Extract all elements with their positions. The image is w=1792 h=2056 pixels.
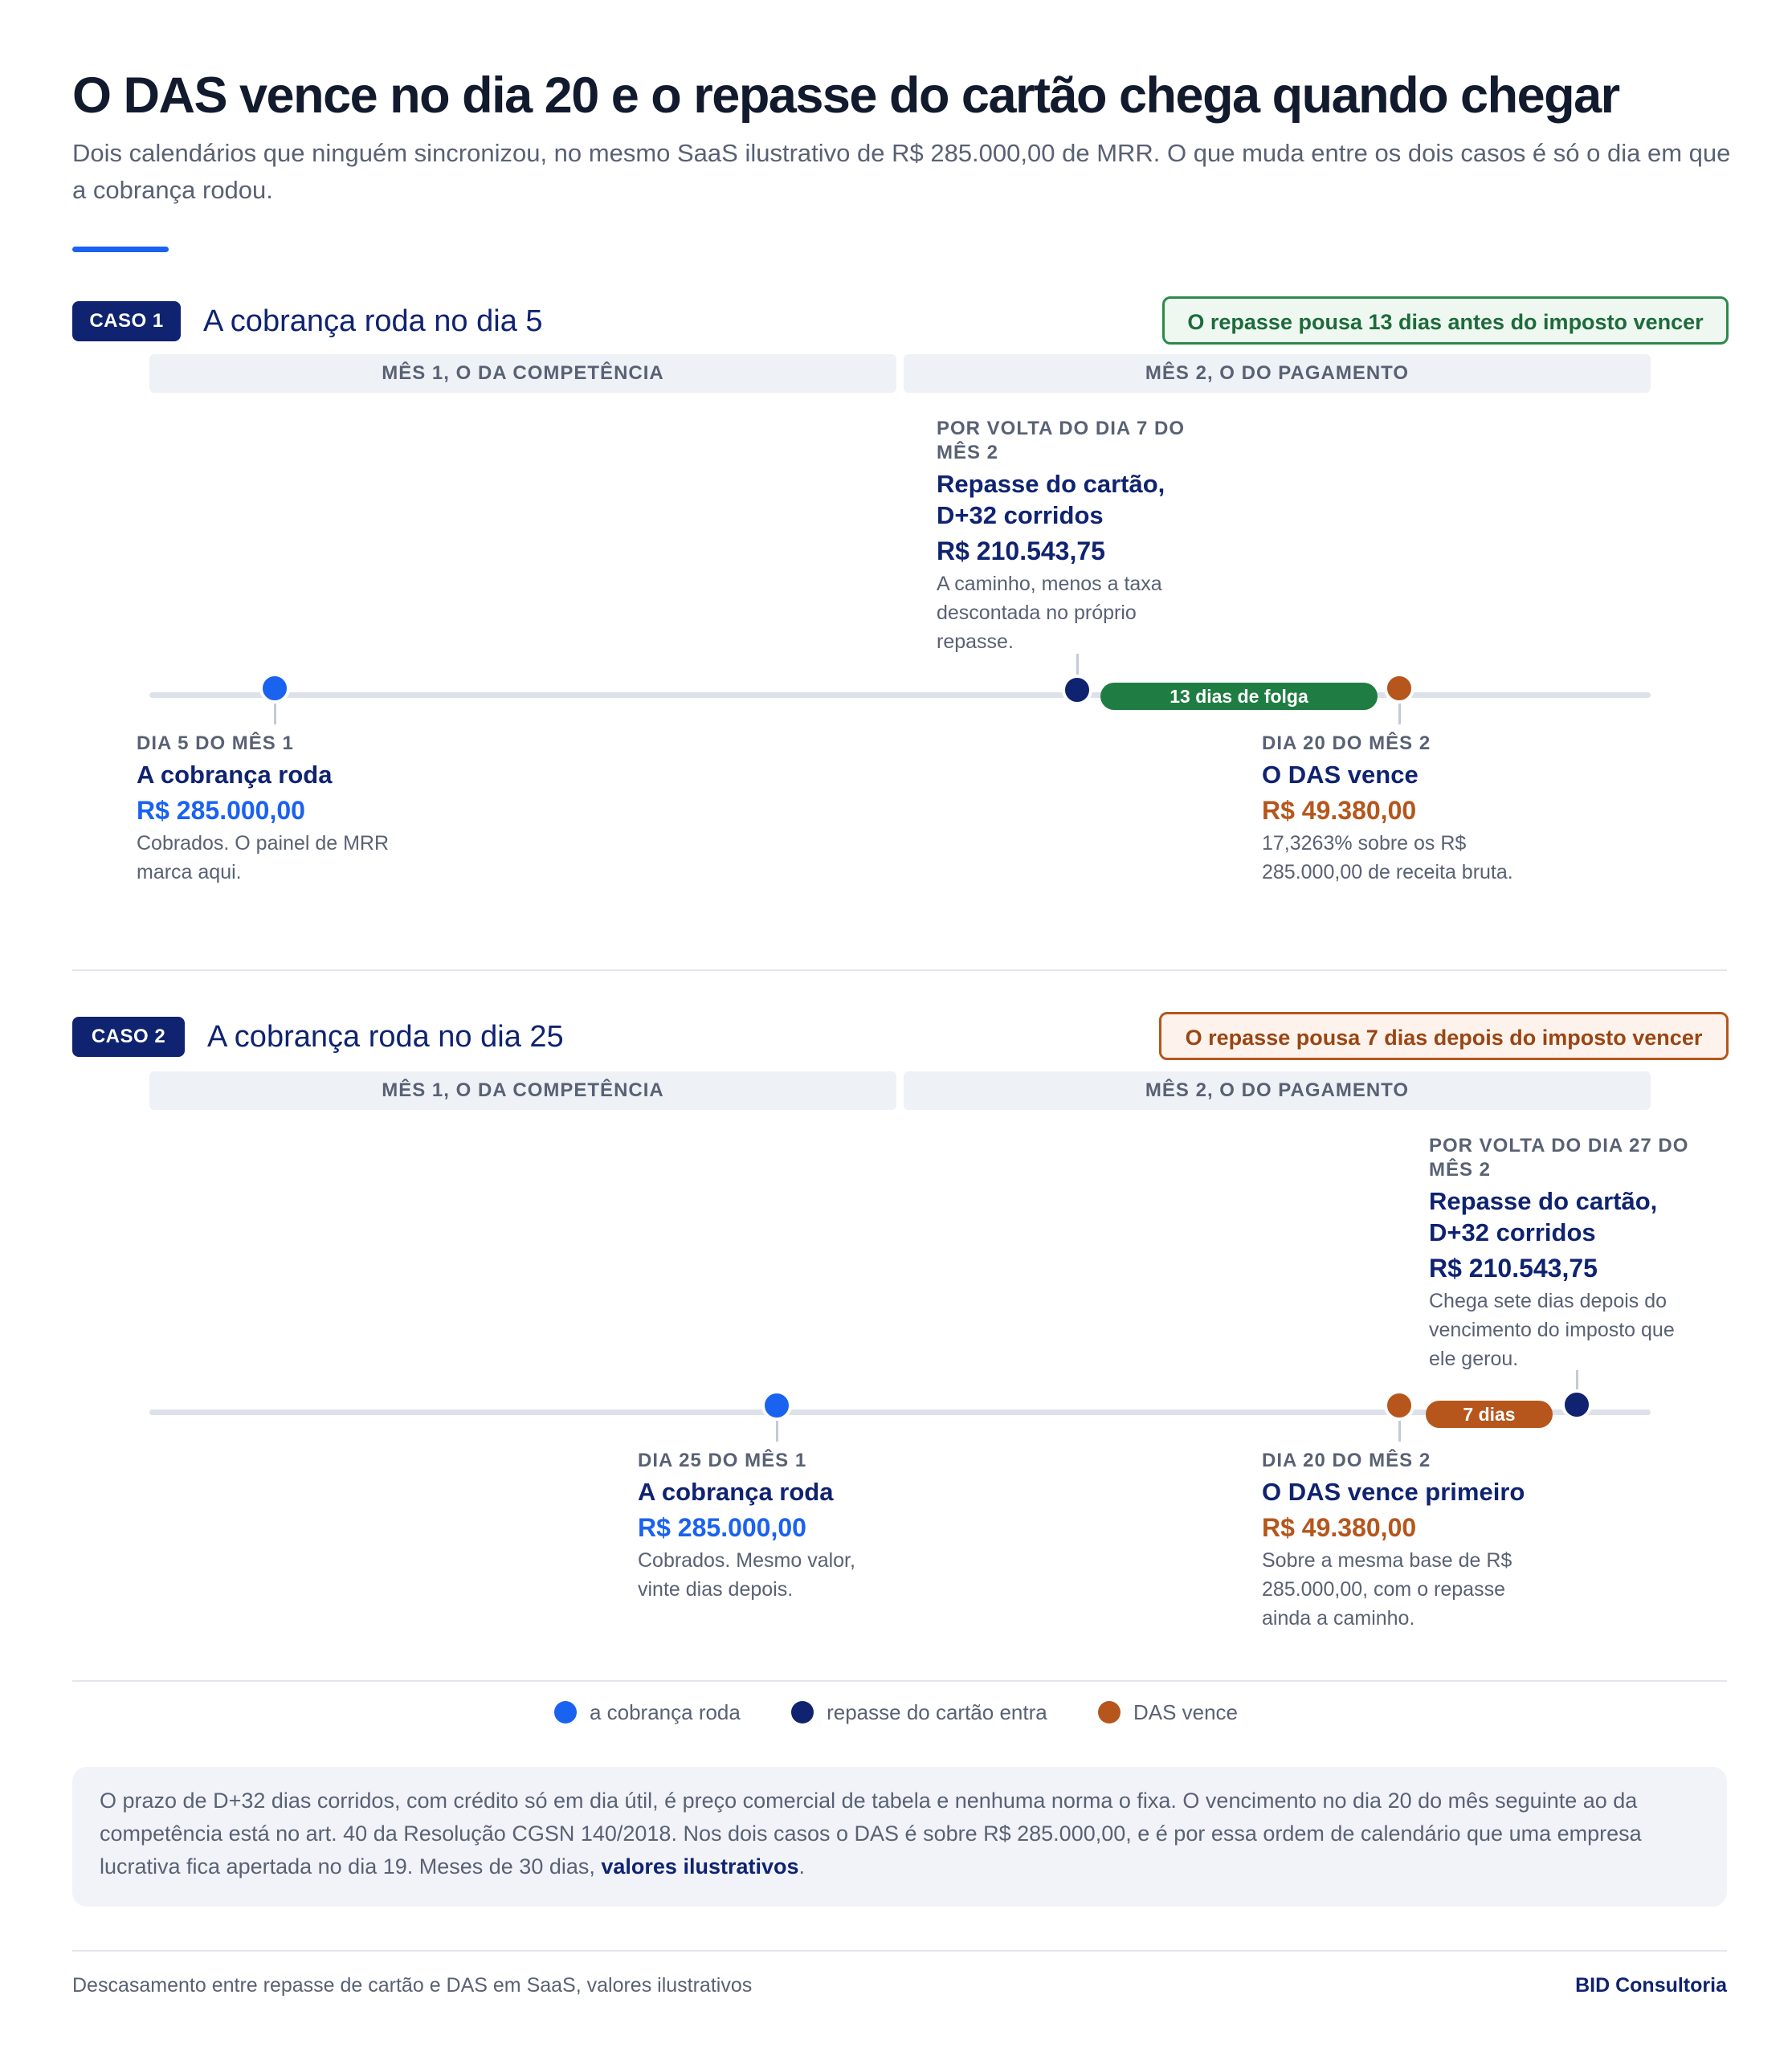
- navy-dot-icon: [791, 1701, 814, 1724]
- event-title: A cobrança roda: [137, 761, 333, 789]
- event-title: Repasse do cartão, D+32 corridos: [1429, 1187, 1658, 1246]
- event-amount: R$ 49.380,00: [1262, 796, 1417, 825]
- case-1-das-event: [1262, 732, 1527, 887]
- case-2-status-pill: O repasse pousa 7 dias depois do imposto vencer: [1159, 1012, 1729, 1060]
- legend-item-payout: [791, 1700, 1047, 1725]
- case-1-payout-dot: [1062, 675, 1092, 705]
- event-description: A caminho, menos a taxa descontada no próprio repasse.: [937, 573, 1162, 653]
- case-divider: [72, 969, 1727, 971]
- legend-item-das: [1098, 1700, 1238, 1725]
- event-date: POR VOLTA DO DIA 7 DO MÊS 2: [937, 418, 1186, 463]
- event-title: O DAS vence: [1262, 761, 1418, 789]
- footer-brand: BID Consultoria: [1575, 1974, 1727, 1997]
- page-subtitle: Dois calendários que ninguém sincronizou, no mesmo SaaS ilustrativo de R$ 285.000,00 de MRR. O que muda entre os dois casos é só o dia em que a cobrança rodou.: [72, 139, 1731, 204]
- note-text: O prazo de D+32 dias corridos, com crédito só em dia útil, é preço comercial de tabela e nenhuma norma o fixa. O vencimento no dia 20 do mês seguinte ao da competência está no art. 40 da Resolução CGSN 140/2018. Nos dois casos o DAS é sobre R$ 285.000,00, e é por essa ordem de calendário que uma empresa lucrativa fica apertada no dia 19. Meses de 30 dias,: [100, 1789, 1642, 1879]
- orange-dot-icon: [1098, 1701, 1121, 1724]
- legend-label: DAS vence: [1133, 1699, 1239, 1724]
- case-2-das-tick: [1398, 1421, 1401, 1442]
- case-2-payout-event: [1429, 1134, 1706, 1373]
- event-title: A cobrança roda: [638, 1478, 834, 1506]
- case-1-charge-dot: [259, 673, 290, 704]
- case-2-payout-dot: [1561, 1389, 1592, 1420]
- event-amount: R$ 49.380,00: [1262, 1513, 1417, 1542]
- event-description: Cobrados. Mesmo valor, vinte dias depois.: [638, 1549, 855, 1601]
- case-2-das-event: [1262, 1449, 1551, 1633]
- accent-line: [72, 247, 169, 252]
- page-title: O DAS vence no dia 20 e o repasse do cartão chega quando chegar: [72, 67, 1619, 124]
- note-bold: valores ilustrativos: [601, 1854, 799, 1879]
- legend-item-charge: [554, 1700, 741, 1725]
- case-1-payout-tick: [1076, 654, 1079, 675]
- case-2-das-dot: [1384, 1390, 1414, 1421]
- case-1-badge: CASO 1: [72, 301, 181, 341]
- event-title: O DAS vence primeiro: [1262, 1478, 1525, 1506]
- case-2-month-1-band: MÊS 1, O DA COMPETÊNCIA: [149, 1071, 896, 1110]
- event-amount: R$ 285.000,00: [137, 796, 305, 825]
- event-description: Sobre a mesma base de R$ 285.000,00, com o repasse ainda a caminho.: [1262, 1549, 1512, 1630]
- event-description: Cobrados. O painel de MRR marca aqui.: [137, 832, 390, 883]
- note-end: .: [798, 1854, 806, 1879]
- footer-caption: Descasamento entre repasse de cartão e DAS em SaaS, valores ilustrativos: [72, 1974, 753, 1997]
- legend-label: a cobrança roda: [589, 1699, 741, 1724]
- event-date: DIA 20 DO MÊS 2: [1262, 1450, 1431, 1471]
- case-1-charge-event: [137, 732, 402, 887]
- legend-divider: [72, 1680, 1727, 1682]
- event-amount: R$ 210.543,75: [937, 536, 1105, 565]
- case-2-badge: CASO 2: [72, 1017, 185, 1057]
- event-date: DIA 20 DO MÊS 2: [1262, 732, 1431, 754]
- legend-label: repasse do cartão entra: [827, 1699, 1047, 1724]
- case-1-payout-event: [937, 417, 1202, 656]
- legend: [0, 1699, 1792, 1725]
- event-title: Repasse do cartão, D+32 corridos: [937, 470, 1165, 529]
- case-1-das-tick: [1398, 704, 1401, 724]
- event-description: 17,3263% sobre os R$ 285.000,00 de receita bruta.: [1262, 832, 1513, 883]
- blue-dot-icon: [554, 1701, 577, 1724]
- event-date: POR VOLTA DO DIA 27 DO MÊS 2: [1429, 1135, 1689, 1181]
- event-amount: R$ 210.543,75: [1429, 1254, 1598, 1283]
- case-2-month-2-band: MÊS 2, O DO PAGAMENTO: [904, 1071, 1651, 1110]
- case-2-charge-event: [638, 1449, 903, 1604]
- event-description: Chega sete dias depois do vencimento do imposto que ele gerou.: [1429, 1290, 1675, 1370]
- event-date: DIA 5 DO MÊS 1: [137, 732, 294, 754]
- event-amount: R$ 285.000,00: [638, 1513, 806, 1542]
- methodology-note: [72, 1767, 1727, 1907]
- case-1-status-pill: O repasse pousa 13 dias antes do imposto vencer: [1162, 296, 1729, 345]
- case-1-title: A cobrança roda no dia 5: [203, 304, 543, 338]
- case-1-month-2-band: MÊS 2, O DO PAGAMENTO: [904, 354, 1651, 393]
- case-1-month-1-band: MÊS 1, O DA COMPETÊNCIA: [149, 354, 896, 393]
- case-1-das-dot: [1384, 673, 1414, 704]
- case-2-title: A cobrança roda no dia 25: [207, 1020, 564, 1054]
- case-2-charge-dot: [761, 1390, 792, 1421]
- case-1-gap-bar: 13 dias de folga: [1100, 683, 1378, 710]
- case-2-gap-bar: 7 dias: [1426, 1401, 1553, 1428]
- event-date: DIA 25 DO MÊS 1: [638, 1450, 807, 1471]
- footer-divider: [72, 1950, 1727, 1952]
- case-1-charge-tick: [274, 704, 276, 724]
- case-1-timeline-track: [149, 692, 1651, 698]
- case-2-charge-tick: [776, 1421, 778, 1442]
